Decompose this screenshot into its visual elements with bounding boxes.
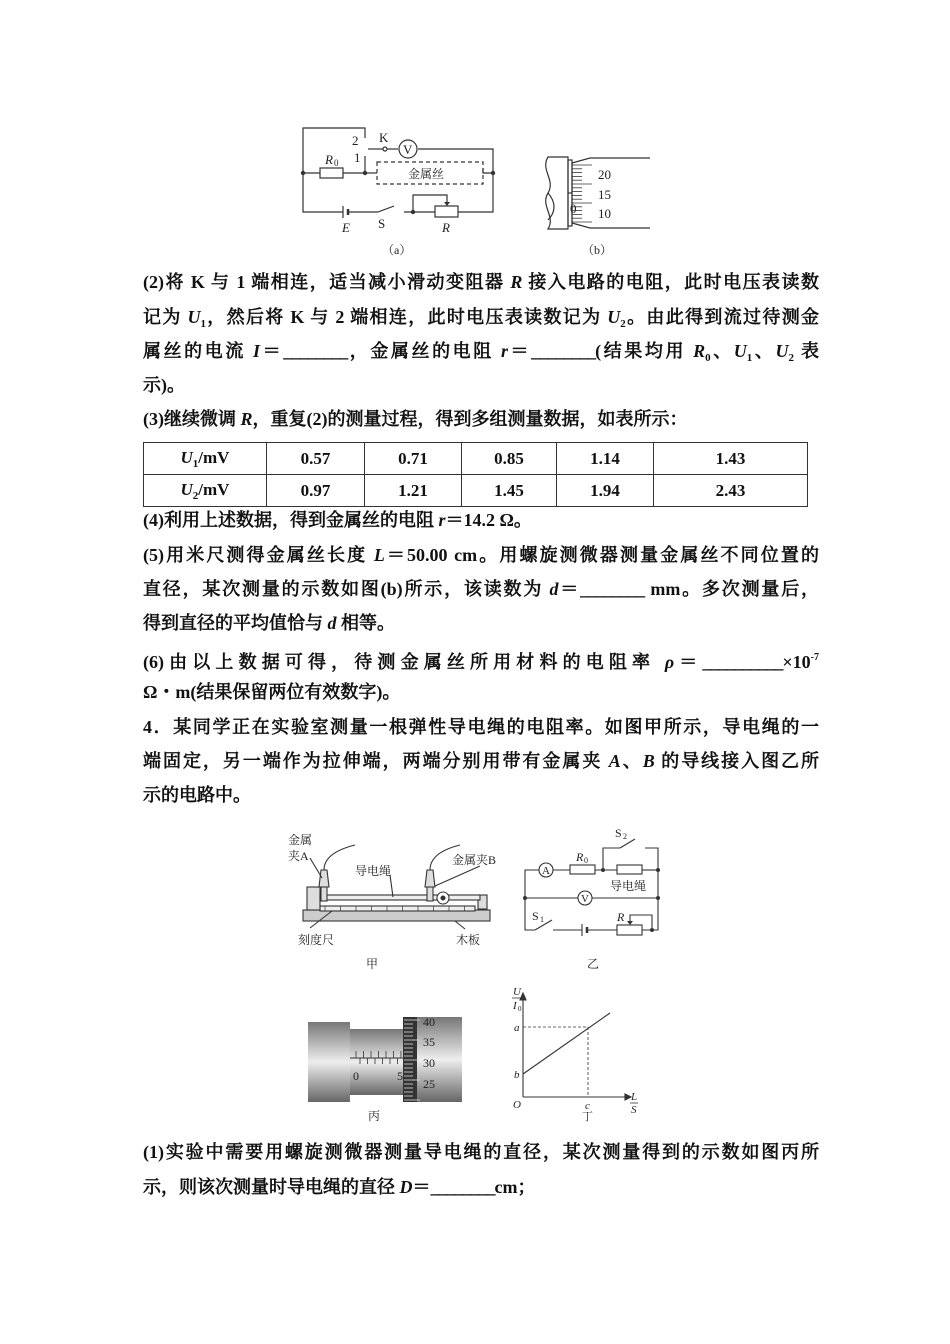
answer-blank: ________ <box>531 341 596 361</box>
variable: R <box>240 409 253 429</box>
label-clip-b: 金属夹B <box>452 853 497 867</box>
label-a: a <box>514 1022 520 1034</box>
text-segment: (4)利用上述数据，得到金属丝的电阻 <box>143 510 439 530</box>
var: U <box>180 479 193 499</box>
text-line <box>143 508 819 532</box>
text-segment: cm； <box>494 1177 536 1197</box>
label-b: b <box>514 1069 520 1081</box>
text-segment: 记为 <box>143 307 188 327</box>
text-segment: 属丝的电流 <box>143 341 253 361</box>
text-line <box>143 270 819 294</box>
measurement-table <box>143 442 808 507</box>
text-line <box>143 715 819 739</box>
tick-label: 10 <box>598 206 611 221</box>
text-segment: 、 <box>752 341 776 361</box>
text-line <box>143 577 819 601</box>
variable: d <box>327 613 337 633</box>
zero-label: 0 <box>353 1069 359 1083</box>
text-segment: 、 <box>620 751 643 771</box>
text-line <box>143 1175 819 1199</box>
label-r: R <box>442 220 450 235</box>
text-line <box>143 339 819 370</box>
label-r0-sub: 0 <box>334 158 339 168</box>
answer-blank: __________ <box>702 652 783 672</box>
tick-label: 30 <box>423 1056 435 1070</box>
answer-blank: ________ <box>580 579 645 599</box>
variable: U <box>733 341 747 361</box>
y-axis-denominator: I <box>513 1000 517 1012</box>
label-rope: 导电绳 <box>355 864 392 878</box>
table-cell: 0.71 <box>365 443 462 475</box>
text-segment: (6)由以上数据可得，待测金属丝所用材料的电阻率 <box>143 652 665 672</box>
five-label: 5 <box>397 1069 403 1083</box>
metal-wire-label: 金属丝 <box>408 167 445 181</box>
caption-ding: 丁 <box>582 1111 593 1123</box>
text-segment: ＝ <box>260 341 284 361</box>
label-2: 2 <box>352 133 359 148</box>
table-cell: 1.14 <box>557 443 654 475</box>
apparatus-jia <box>288 832 496 971</box>
text-segment: 相等。 <box>336 613 395 633</box>
table-cell: 1.21 <box>365 475 462 507</box>
table-cell: 0.97 <box>267 475 365 507</box>
text-segment: (2)将 K 与 1 端相连，适当减小滑动变阻器 <box>143 272 511 292</box>
text-segment: 2 <box>788 352 794 364</box>
text-line <box>143 373 819 397</box>
variable: R <box>510 272 523 292</box>
micrometer-b <box>546 157 650 257</box>
caption-jia: 甲 <box>366 957 379 971</box>
label-s1-sub: 1 <box>540 915 544 924</box>
table-cell: 1.43 <box>654 443 808 475</box>
circuit-diagram-yi <box>523 826 660 971</box>
figure-a-b <box>290 120 660 265</box>
label-s: S <box>378 216 386 231</box>
text-segment: 示，则该次测量时导电绳的直径 <box>143 1177 400 1197</box>
label-e: E <box>342 220 350 235</box>
variable: D <box>399 1177 413 1197</box>
table-cell: 0.57 <box>267 443 365 475</box>
label-k: K <box>379 130 389 145</box>
variable: r <box>500 341 508 361</box>
text-segment: -7 <box>810 652 819 663</box>
variable: r <box>438 510 446 530</box>
text-segment: 、 <box>710 341 734 361</box>
circuit-diagram-a <box>301 128 495 257</box>
text-segment: Ω・m(结果保留两位有效数字)。 <box>143 682 401 702</box>
text-segment: ，重复(2)的测量过程，得到多组测量数据，如表所示： <box>252 409 688 429</box>
variable: R <box>693 341 706 361</box>
label-s2-sub: 2 <box>623 832 627 841</box>
text-segment: 示)。 <box>143 375 185 395</box>
caption-b: （b） <box>582 243 613 257</box>
text-segment: (3)继续微调 <box>143 409 241 429</box>
label-s2: S <box>615 826 622 840</box>
answer-blank: ________ <box>283 341 348 361</box>
resistor-r0 <box>320 168 343 178</box>
variable: U <box>187 307 201 327</box>
text-segment: 端固定，另一端作为拉伸端，两端分别用带有金属夹 <box>143 751 609 771</box>
text-segment: (结果均用 <box>595 341 694 361</box>
text-segment: 表 <box>793 341 820 361</box>
label-r0: R <box>325 152 333 167</box>
text-line <box>143 783 819 807</box>
x-axis-numerator: L <box>631 1091 638 1103</box>
var-sub: 2 <box>192 489 199 502</box>
origin-label: O <box>513 1099 521 1111</box>
label-clip-a: 金属 <box>288 833 313 847</box>
label-s1: S <box>532 909 539 923</box>
variable: ρ <box>664 652 675 672</box>
text-line <box>143 749 819 773</box>
row-header <box>144 475 267 507</box>
table-cell: 2.43 <box>654 475 808 507</box>
text-segment: ，然后将 K 与 2 端相连，此时电压表读数记为 <box>205 307 608 327</box>
text-line <box>143 680 819 704</box>
text-segment: 示的电路中。 <box>143 785 251 805</box>
zero-label: 0 <box>570 201 577 216</box>
label-c: c <box>585 1100 590 1112</box>
text-segment: 。由此得到流过待测金 <box>625 307 820 327</box>
label-r0-sub: 0 <box>584 856 588 865</box>
text-segment: 的导线接入图乙所 <box>654 751 820 771</box>
text-segment: 得到直径的平均值恰与 <box>143 613 328 633</box>
label-1: 1 <box>354 150 361 165</box>
text-segment: 1 <box>746 352 753 364</box>
text-segment: (5)用米尺测得金属丝长度 <box>143 545 374 565</box>
figure-jia-yi-bing-ding <box>280 820 670 1123</box>
tick-label: 15 <box>598 187 611 202</box>
label-v: V <box>403 142 413 157</box>
text-segment: ＝ <box>507 341 532 361</box>
y-axis-numerator: U <box>513 986 521 998</box>
tick-label: 25 <box>423 1077 435 1091</box>
variable: U <box>607 307 621 327</box>
caption-a: （a） <box>382 243 412 257</box>
table-cell: 1.94 <box>557 475 654 507</box>
text-segment: ×10 <box>782 652 811 672</box>
text-line <box>143 611 819 635</box>
variable: A <box>608 751 621 771</box>
ammeter-label: A <box>542 865 550 877</box>
text-segment: ＝14.2 Ω。 <box>445 510 532 530</box>
label-board: 木板 <box>456 933 481 947</box>
tick-label: 35 <box>423 1035 435 1049</box>
variable: B <box>642 751 655 771</box>
table-cell: 0.85 <box>462 443 557 475</box>
label-r0: R <box>576 850 584 864</box>
var: U <box>180 447 193 467</box>
text-segment: 直径，某次测量的示数如图(b)所示，该读数为 <box>143 579 550 599</box>
table-cell: 1.45 <box>462 475 557 507</box>
text-line <box>143 646 819 674</box>
text-segment: ＝ <box>412 1177 431 1197</box>
var-sub: 1 <box>192 457 199 470</box>
variable: I <box>253 341 261 361</box>
tick-label: 20 <box>598 167 611 182</box>
label-ruler: 刻度尺 <box>298 933 335 947</box>
text-segment: ＝ <box>558 579 581 599</box>
text-segment: (1)实验中需要用螺旋测微器测量导电绳的直径，某次测量得到的示数如图丙所 <box>143 1142 819 1162</box>
text-segment: ＝50.00 cm。用螺旋测微器测量金属丝不同位置的 <box>384 545 819 565</box>
unit: /mV <box>198 479 230 499</box>
variable: L <box>373 545 385 565</box>
variable: U <box>775 341 789 361</box>
rheostat <box>435 206 458 217</box>
text-line <box>143 407 819 431</box>
text-segment: 4．某同学正在实验室测量一根弹性导电绳的电阻率。如图甲所示，导电绳的一 <box>143 717 819 737</box>
text-segment: 接入电路的电阻，此时电压表读数 <box>522 272 819 292</box>
text-segment: 2 <box>620 318 626 330</box>
text-segment: 1 <box>200 318 206 330</box>
label-rope: 导电绳 <box>610 879 647 893</box>
text-line <box>143 543 819 567</box>
unit: /mV <box>198 447 230 467</box>
voltmeter-label: V <box>581 893 589 905</box>
text-segment: ，金属丝的电阻 <box>347 341 501 361</box>
tick-label: 40 <box>423 1015 435 1029</box>
caption-yi: 乙 <box>587 957 600 971</box>
text-line <box>143 1140 819 1164</box>
table-row <box>144 443 808 475</box>
text-segment: 0 <box>705 352 711 364</box>
row-header <box>144 443 267 475</box>
y-axis-denominator-sub: 0 <box>518 1005 522 1013</box>
text-segment: mm。多次测量后， <box>644 579 820 599</box>
label-clip-a-2: 夹A <box>288 849 309 863</box>
table-row <box>144 475 808 507</box>
switch-k <box>383 147 387 151</box>
micrometer-bing <box>308 1015 462 1123</box>
variable: d <box>549 579 559 599</box>
answer-blank: ________ <box>430 1177 495 1197</box>
x-axis-denominator: S <box>631 1104 637 1116</box>
caption-bing: 丙 <box>368 1109 381 1123</box>
text-segment: ＝ <box>674 652 703 672</box>
label-r: R <box>617 910 625 924</box>
text-line <box>143 305 819 336</box>
graph-ding <box>512 986 638 1123</box>
